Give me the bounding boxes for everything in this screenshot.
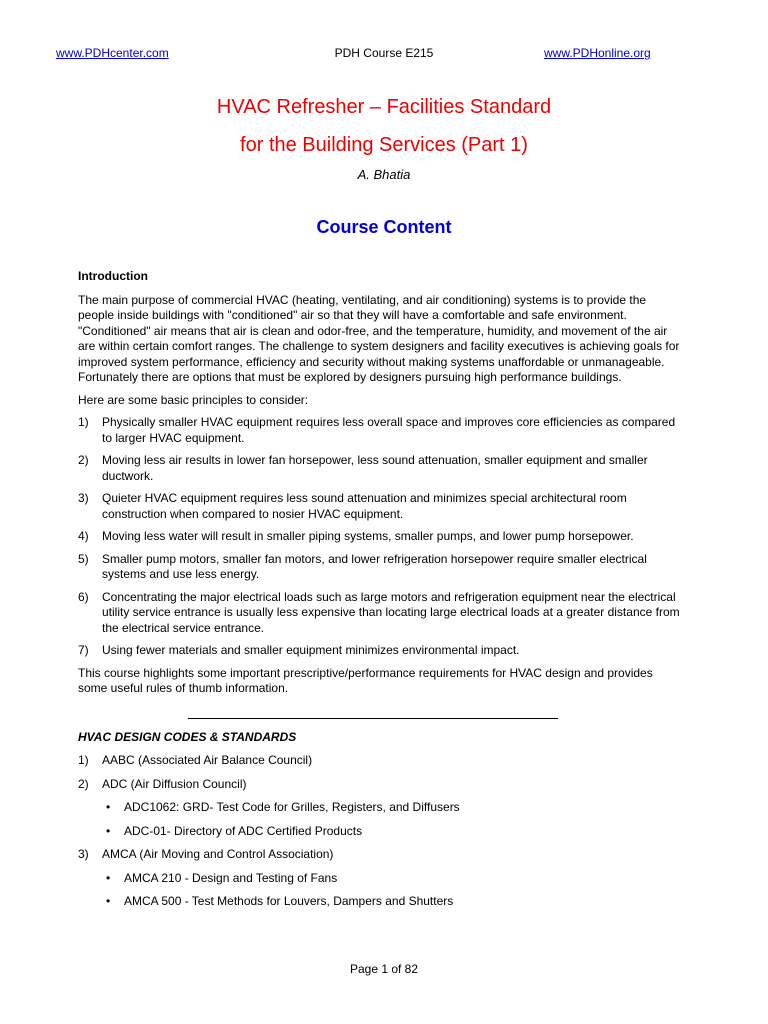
horizontal-rule [188,718,558,719]
code-subitem [102,824,680,840]
principle-number: 1) [78,415,89,429]
codes-section-heading: HVAC DESIGN CODES & STANDARDS [78,729,297,744]
code-text: AABC (Associated Air Balance Council) [102,753,313,767]
principle-item [78,552,680,583]
principle-number: 3) [78,491,89,505]
code-item [78,777,680,840]
code-subitem-text: ADC-01- Directory of ADC Certified Products [124,823,363,838]
code-subitem [102,800,680,816]
principle-text: Moving less water will result in smaller piping systems, smaller pumps, and lower pump horsepower. [102,529,634,543]
code-item [78,847,680,910]
code-text: ADC (Air Diffusion Council) [102,776,247,791]
principle-number: 4) [78,529,89,543]
principle-item [78,643,680,659]
principle-text: Quieter HVAC equipment requires less sound attenuation and minimizes special architectural room construction when compared to nosier HVAC equipment. [102,491,627,521]
bullet-icon: • [106,800,111,814]
code-text: AMCA (Air Moving and Control Association) [102,847,334,861]
page-header [0,46,768,62]
code-subitem [102,894,680,910]
principles-intro: Here are some basic principles to consider: [78,392,309,407]
page-number: Page 1 of 82 [349,962,419,976]
code-sublist [102,800,680,839]
principle-item [78,590,680,637]
code-subitem [102,871,680,887]
principle-number: 5) [78,551,89,566]
bullet-icon: • [106,894,111,908]
code-number: 3) [78,847,89,861]
document-title-line-2: for the Building Services (Part 1) [240,134,528,156]
principle-item [78,415,680,446]
principle-text: Moving less air results in lower fan horsepower, less sound attenuation, smaller equipment and smaller ductwork. [102,453,648,483]
code-item [78,753,680,769]
bullet-icon: • [106,870,111,885]
code-subitem-text: AMCA 210 - Design and Testing of Fans [124,870,338,885]
principle-number: 7) [78,643,89,657]
pdhonline-link[interactable]: www.PDHonline.org [544,46,651,60]
principle-text: Concentrating the major electrical loads such as large motors and refrigeration equipment near the electrical utility service entrance is usually less expensive than locating large electrical loads at a greater distance from the electrical service entrance. [102,589,680,635]
document-body [78,269,680,918]
code-number: 1) [78,753,89,767]
principle-item [78,453,680,484]
principle-text: Physically smaller HVAC equipment requires less overall space and improves core efficiencies as compared to larger HVAC equipment. [102,415,676,445]
code-subitem-text: AMCA 500 - Test Methods for Louvers, Dampers and Shutters [124,894,454,908]
principle-number: 2) [78,453,89,467]
principle-text: Smaller pump motors, smaller fan motors, and lower refrigeration horsepower require smaller electrical systems and use less energy. [102,551,647,581]
code-number: 2) [78,776,89,791]
introduction-paragraph: The main purpose of commercial HVAC (heating, ventilating, and air conditioning) systems is to provide the people inside buildings with "conditioned" air so that they will have a comfortable and safe environment. "Conditioned" air means that air is clean and odor-free, and the temperature, humidity, and movement of the air are within certain comfort ranges. The challenge to system designers and facility executives is achieving goals for improved system performance, efficiency and security without making systems unaffordable or unmanageable. Fortunately there are options that must be explored by designers pursuing high performance buildings. [78,292,680,384]
principle-item [78,529,680,545]
principle-text: Using fewer materials and smaller equipment minimizes environmental impact. [102,643,520,657]
bullet-icon: • [106,823,111,838]
document-title-line-1: HVAC Refresher – Facilities Standard [216,96,552,118]
author: A. Bhatia [357,167,411,182]
introduction-heading: Introduction [78,269,148,283]
principle-number: 6) [78,589,89,604]
principles-list [78,415,680,659]
course-code: PDH Course E215 [334,46,434,60]
code-sublist [102,871,680,910]
code-subitem-text: ADC1062: GRD- Test Code for Grilles, Registers, and Diffusers [124,800,460,814]
codes-list [78,753,680,910]
pdhcenter-link[interactable]: www.PDHcenter.com [56,46,169,60]
course-content-heading: Course Content [316,217,452,237]
principle-item [78,491,680,522]
closing-paragraph: This course highlights some important prescriptive/performance requirements for HVAC design and provides some useful rules of thumb information. [78,665,653,695]
